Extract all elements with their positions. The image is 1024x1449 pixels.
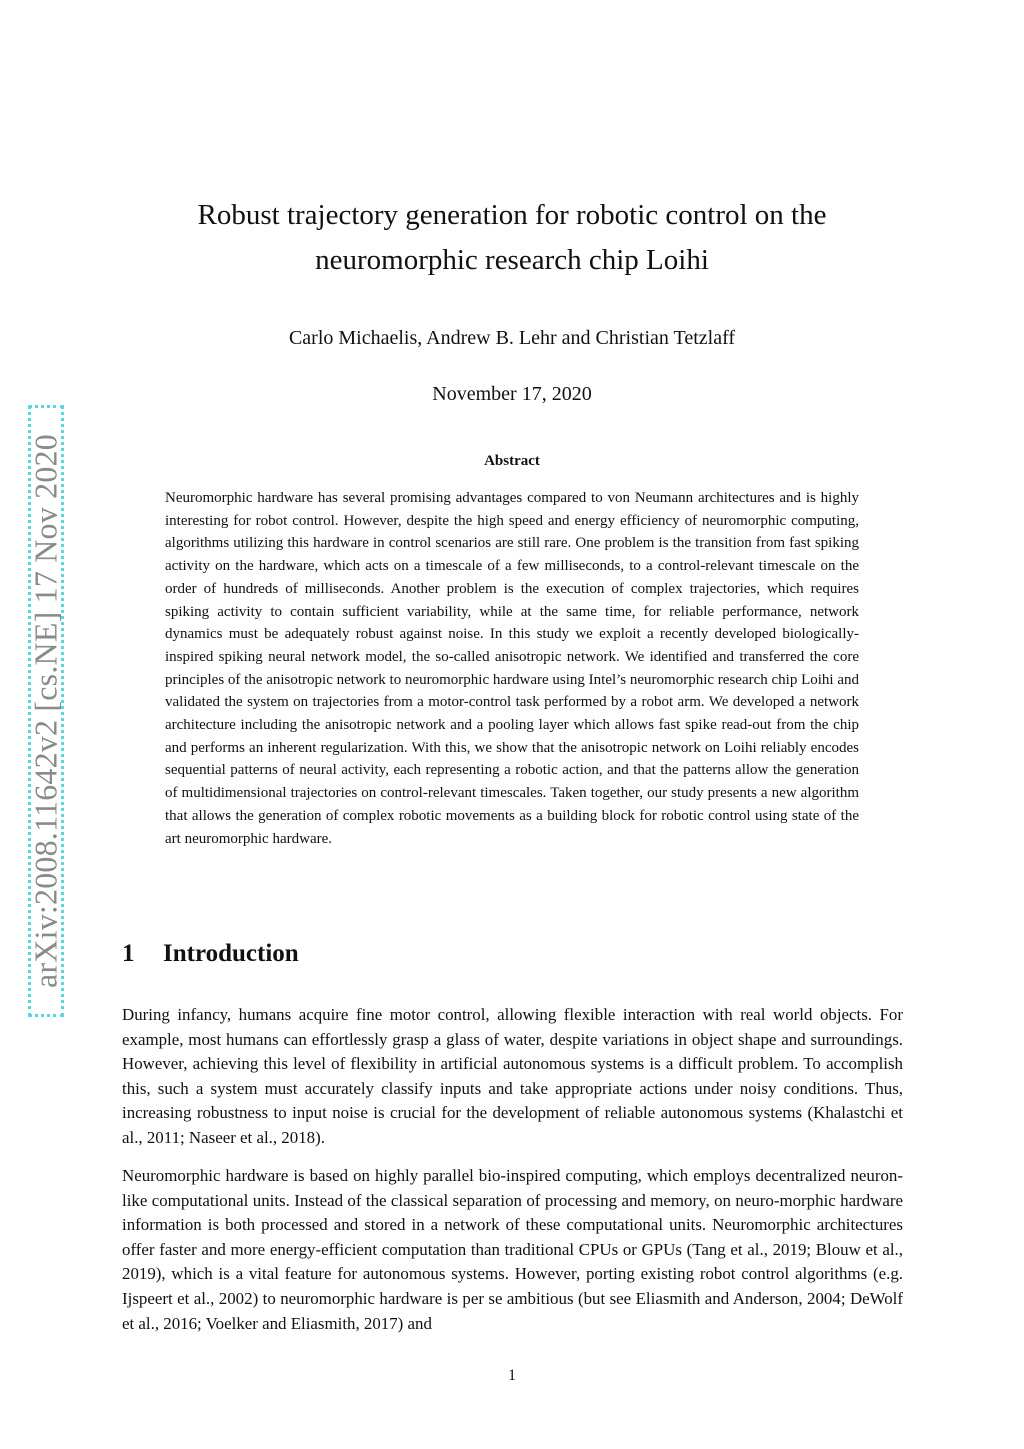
publication-date: November 17, 2020 [432, 383, 592, 405]
author-list: Carlo Michaelis, Andrew B. Lehr and Christian Tetzlaff [288, 327, 736, 349]
arxiv-stamp [28, 405, 64, 1017]
section-title: Introduction [163, 940, 299, 967]
section-number: 1 [122, 940, 135, 967]
arxiv-identifier: arXiv:2008.11642v2 [cs.NE] 17 Nov 2020 [27, 434, 64, 988]
paper-title: Robust trajectory generation for robotic control on the neuromorphic research chip Loihi [197, 199, 827, 276]
body-paragraph: During infancy, humans acquire fine motor control, allowing flexible interaction with real world objects. For example, most humans can effortlessly grasp a glass of water, despite variations in object shape and surroundings. However, achieving this level of flexibility in artificial autonomous systems is a difficult problem. To accomplish this, such a system must accurately classify inputs and take appropriate actions under noisy conditions. Thus, increasing robustness to input noise is crucial for the development of reliable autonomous systems (Khalastchi et al., 2011; Naseer et al., 2018). [122, 1005, 903, 1147]
page-number: 1 [508, 1367, 516, 1384]
body-paragraph: Neuromorphic hardware is based on highly parallel bio-inspired computing, which employs decentralized neuron-like computational units. Instead of the classical separation of processing and memory, on neuro-morphic hardware information is both processed and stored in a network of these computational units. Neuromorphic architectures offer faster and more energy-efficient computation than traditional CPUs or GPUs (Tang et al., 2019; Blouw et al., 2019), which is a vital feature for autonomous systems. However, porting existing robot control algorithms (e.g. Ijspeert et al., 2002) to neuromorphic hardware is per se ambitious (but see Eliasmith and Anderson, 2004; DeWolf et al., 2016; Voelker and Eliasmith, 2017) and [122, 1166, 903, 1333]
abstract-text: Neuromorphic hardware has several promising advantages compared to von Neumann architectures and is highly interesting for robot control. However, despite the high speed and energy efficiency of neuromorphic computing, algorithms utilizing this hardware in control scenarios are still rare. One problem is the transition from fast spiking activity on the hardware, which acts on a timescale of a few milliseconds, to a control-relevant timescale on the order of hundreds of milliseconds. Another problem is the execution of complex trajectories, which requires spiking activity to contain sufficient variability, while at the same time, for reliable performance, network dynamics must be adequately robust against noise. In this study we exploit a recently developed biologically-inspired spiking neural network model, the so-called anisotropic network. We identified and transferred the core principles of the anisotropic network to neuromorphic hardware using Intel’s neuromorphic research chip Loihi and validated the system on trajectories from a motor-control task performed by a robot arm. We developed a network architecture including the anisotropic network and a pooling layer which allows fast spike read-out from the chip and performs an inherent regularization. With this, we show that the anisotropic network on Loihi reliably encodes sequential patterns of neural activity, each representing a robotic action, and that the patterns allow the generation of multidimensional trajectories on control-relevant timescales. Taken together, our study presents a new algorithm that allows the generation of complex robotic movements as a building block for robotic control using state of the art neuromorphic hardware. [165, 490, 859, 847]
section-heading [122, 940, 299, 968]
abstract-heading: Abstract [484, 453, 540, 469]
